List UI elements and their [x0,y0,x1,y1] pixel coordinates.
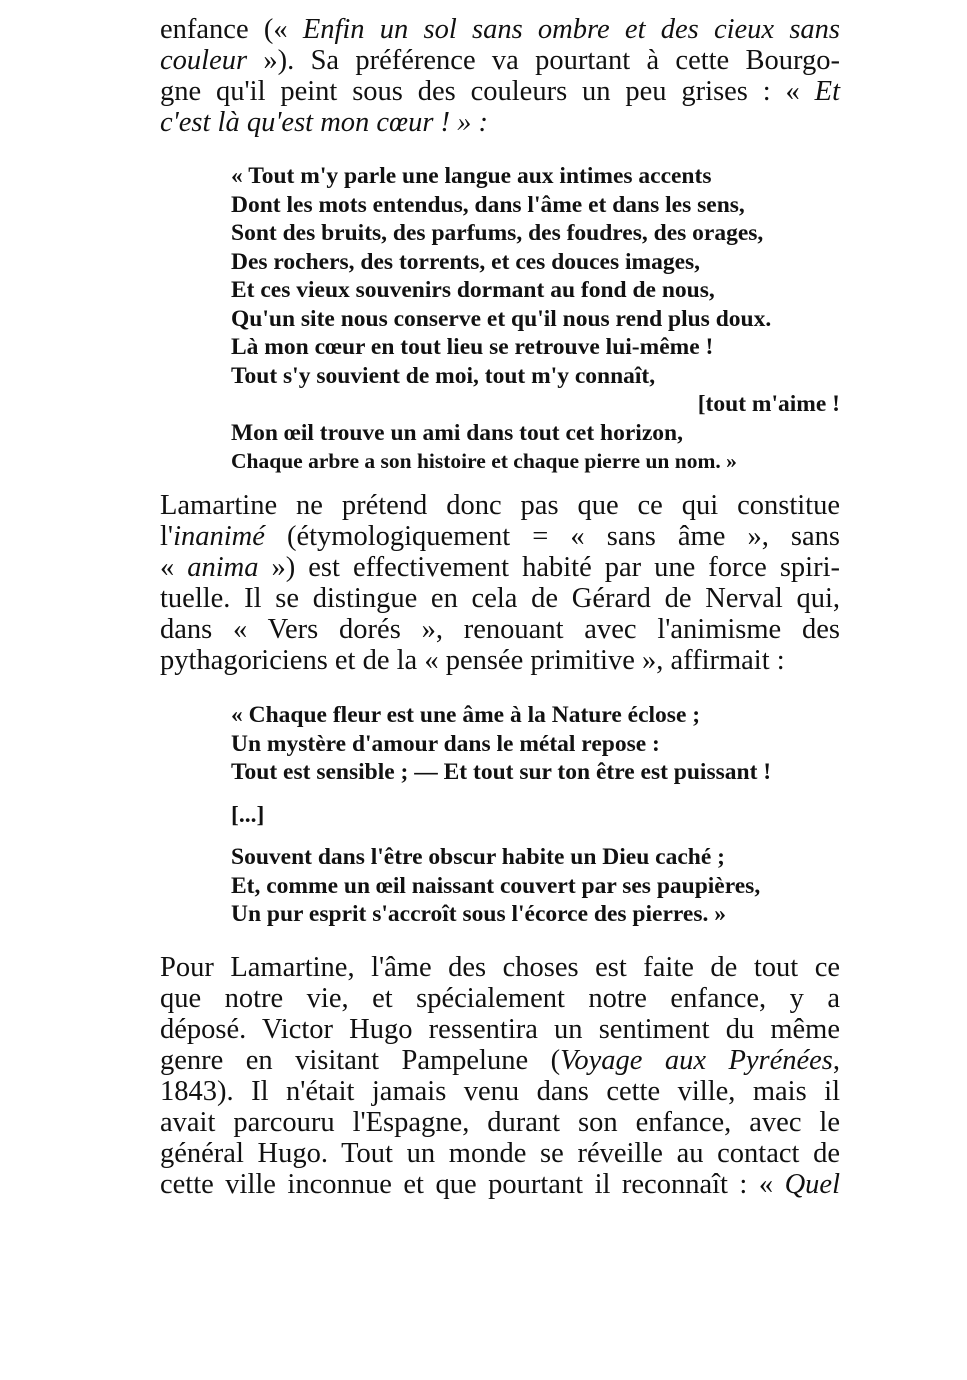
text-line: avait parcouru l'Espagne, durant son enfance, avec le [160,1107,840,1138]
text-line: 1843). Il n'était jamais venu dans cette ville, mais il [160,1076,840,1107]
text-line: pythagoriciens et de la « pensée primitive », affirmait : [160,645,785,676]
verse-line: Qu'un site nous conserve et qu'il nous rend plus doux. [231,305,772,332]
paragraph-3 [160,952,840,1200]
text-line: déposé. Victor Hugo ressentira un sentiment du même [160,1014,840,1045]
text-line: genre en visitant Pampelune (Voyage aux Pyrénées, [160,1045,841,1076]
text-line: cette ville inconnue et que pourtant il reconnaît : « Quel [160,1169,840,1200]
verse-line: Chaque arbre a son histoire et chaque pierre un nom. » [231,449,737,473]
text-line: Pour Lamartine, l'âme des choses est faite de tout ce [160,952,840,983]
paragraph-2 [160,490,840,676]
text-line: que notre vie, et spécialement notre enfance, y a [160,983,840,1014]
ellipsis-marker: [...] [231,801,265,828]
verse-line: Mon œil trouve un ami dans tout cet horizon, [231,419,683,446]
text-line: « anima ») est effectivement habité par une force spiri- [160,552,841,583]
stanza-gap [231,787,840,801]
text-line: gne qu'il peint sous des couleurs un peu grises : « Et [160,76,840,107]
text-line: général Hugo. Tout un monde se réveille au contact de [160,1138,840,1169]
text-line: l'inanimé (étymologiquement = « sans âme », sans [160,521,840,552]
text-line: tuelle. Il se distingue en cela de Gérard de Nerval qui, [160,583,840,614]
text-line: c'est là qu'est mon cœur ! » : [160,107,489,138]
verse-line: Un pur esprit s'accroît sous l'écorce des pierres. » [231,901,726,927]
verse-line: Là mon cœur en tout lieu se retrouve lui-même ! [231,334,714,360]
verse-line: Dont les mots entendus, dans l'âme et dans les sens, [231,191,745,218]
verse-line: Tout s'y souvient de moi, tout m'y connaît, [231,362,656,389]
text-line: Lamartine ne prétend donc pas que ce qui constitue [160,490,840,521]
verse-line: Et ces vieux souvenirs dormant au fond de nous, [231,277,715,303]
poem-quote-lamartine [231,162,840,476]
verse-line: Souvent dans l'être obscur habite un Dieu caché ; [231,844,725,870]
verse-line: Des rochers, des torrents, et ces douces images, [231,248,701,275]
text-line: couleur »). Sa préférence va pourtant à cette Bourgo- [160,45,840,76]
poem-quote-nerval [231,701,840,929]
verse-line: Un mystère d'amour dans le métal repose : [231,730,660,757]
text-line: enfance (« Enfin un sol sans ombre et des cieux sans [160,14,840,45]
paragraph-1 [160,14,840,138]
text-line: dans « Vers dorés », renouant avec l'animisme des [160,614,840,645]
stanza-gap [231,829,840,843]
verse-line: Sont des bruits, des parfums, des foudres, des orages, [231,220,764,246]
verse-line-continuation: [tout m'aime ! [697,391,840,417]
verse-line: Et, comme un œil naissant couvert par ses paupières, [231,872,761,899]
verse-line: « Tout m'y parle une langue aux intimes accents [231,163,712,189]
verse-line: « Chaque fleur est une âme à la Nature éclose ; [231,702,701,728]
verse-line: Tout est sensible ; — Et tout sur ton être est puissant ! [231,759,772,785]
